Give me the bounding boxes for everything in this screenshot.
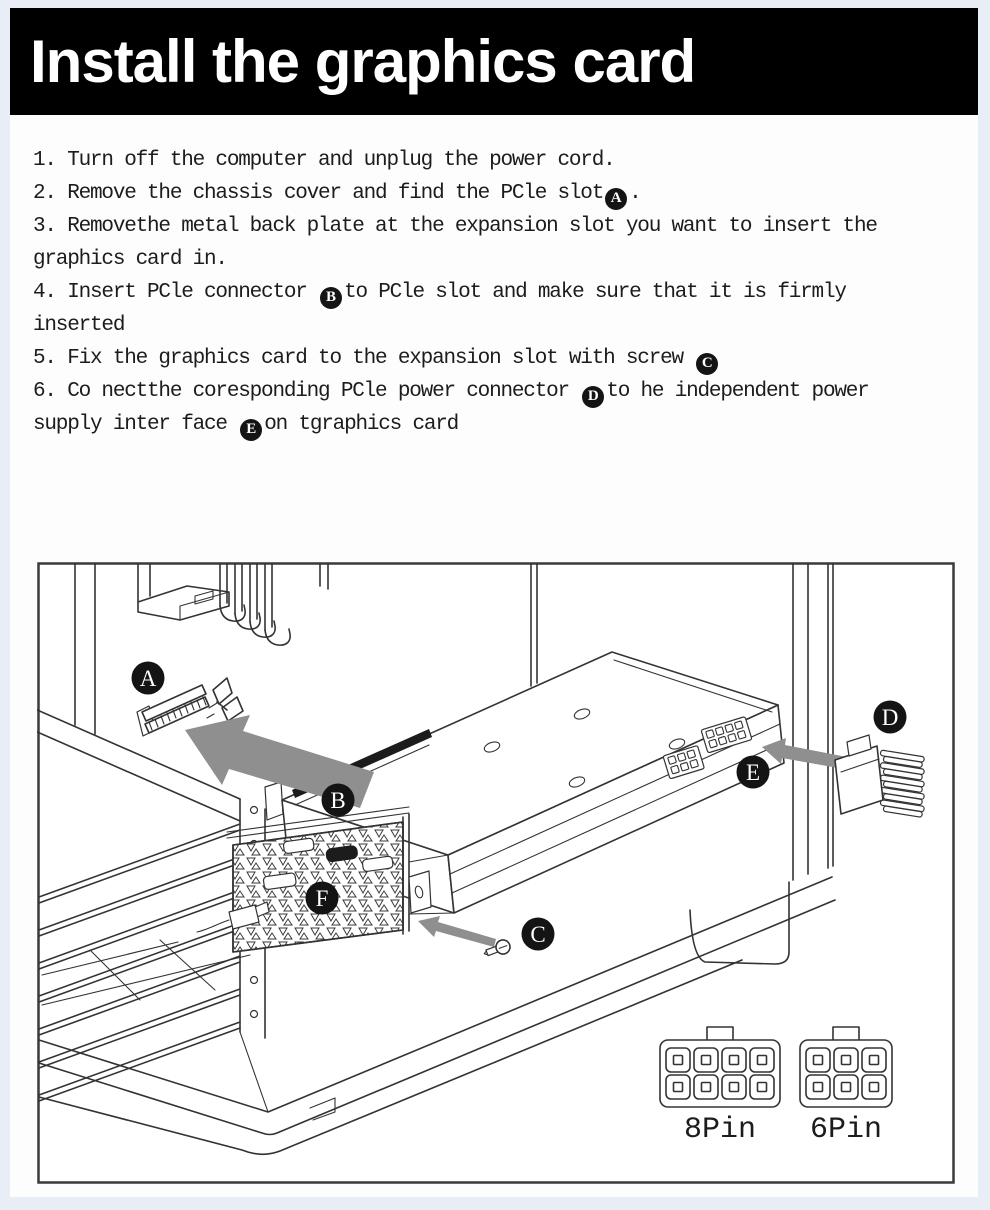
instruction-line <box>33 375 964 408</box>
instruction-text: on tgraphics card <box>264 413 459 436</box>
instruction-text: supply inter face <box>33 413 239 436</box>
diagram-svg <box>37 562 955 1184</box>
instruction-line <box>33 243 964 276</box>
instruction-line <box>33 210 964 243</box>
instruction-line <box>33 342 964 375</box>
instruction-line <box>33 144 964 177</box>
step-marker-D: D <box>582 386 604 408</box>
diagram-label-E <box>737 756 770 789</box>
step-marker-C: C <box>696 353 718 375</box>
instruction-text: 4. Insert PCle connector <box>33 281 319 304</box>
diagram-label-B <box>322 784 355 817</box>
title-banner <box>10 8 978 115</box>
bracket-screw-tab <box>409 871 431 913</box>
slot-latch <box>265 782 283 820</box>
instruction-text: 5. Fix the graphics card to the expansion slot with screw <box>33 347 695 370</box>
svg-text:B: B <box>330 788 346 813</box>
instruction-line <box>33 276 964 309</box>
instruction-text: inserted <box>33 314 125 337</box>
instruction-text: 1. Turn off the computer and unplug the power cord. <box>33 149 615 172</box>
svg-text:D: D <box>881 705 899 730</box>
diagram-label-F <box>306 882 339 915</box>
svg-text:C: C <box>530 922 546 947</box>
instruction-text: to PCle slot and make sure that it is firmly <box>344 281 846 304</box>
instruction-text: graphics card in. <box>33 248 227 271</box>
instruction-text: . <box>629 182 641 205</box>
document-page <box>10 8 978 1197</box>
instruction-text: to he independent power <box>606 380 869 403</box>
instruction-line <box>33 177 964 210</box>
connector-6pin <box>800 1027 892 1147</box>
instruction-list <box>33 144 964 441</box>
diagram-label-A <box>132 662 165 695</box>
installation-diagram <box>37 562 955 1184</box>
connector-label-8pin: 8Pin <box>683 1113 757 1147</box>
step-marker-B: B <box>320 287 342 309</box>
diagram-label-C <box>522 918 555 951</box>
step-marker-E: E <box>240 419 262 441</box>
step-marker-A: A <box>605 188 627 210</box>
svg-text:A: A <box>139 666 157 691</box>
svg-text:F: F <box>315 886 329 911</box>
connector-label-6pin: 6Pin <box>809 1113 883 1147</box>
diagram-label-D <box>874 701 907 734</box>
svg-text:E: E <box>745 760 761 785</box>
page-title: Install the graphics card <box>30 28 696 95</box>
instruction-text: 2. Remove the chassis cover and find the PCle slot <box>33 182 604 205</box>
instruction-line <box>33 408 964 441</box>
instruction-text: 6. Co nectthe coresponding PCle power connector <box>33 380 581 403</box>
instruction-line <box>33 309 964 342</box>
instruction-text: 3. Removethe metal back plate at the expansion slot you want to insert the <box>33 215 877 238</box>
